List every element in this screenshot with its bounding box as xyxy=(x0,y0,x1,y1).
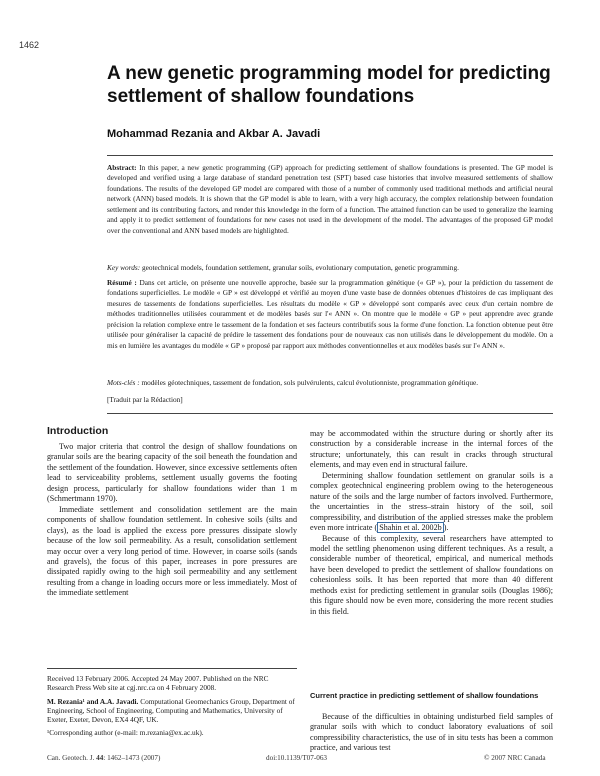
authors: Mohammad Rezania and Akbar A. Javadi xyxy=(107,128,321,140)
mots-cles-label: Mots-clés : xyxy=(107,378,140,387)
mots-cles-text: modèles géotechniques, tassement de fondation, sols pulvérulents, calcul évolutionniste, programmation génétique. xyxy=(139,378,479,387)
right-column-lower xyxy=(310,712,553,754)
right-column xyxy=(310,429,553,617)
abstract-label: Abstract: xyxy=(107,163,137,172)
keywords xyxy=(107,263,553,273)
right-paragraph-2 xyxy=(310,471,553,534)
abstract-text: In this paper, a new genetic programming (GP) approach for predicting settlement of shallow foundations is presented. The GP model is developed and verified using a large database of standard penetration test (SPT) based case histories that involve measured settlements of shallow foundations. The results of the developed GP model are compared with those of a number of commonly used traditional methods and artificial neural network (ANN) based models. It is shown that the GP model is able to learn, with a very high accuracy, the complex relationship between foundation settlement and its contributing factors, and render this knowledge in the form of a function. The attained function can be used to generalize the learning and apply it to predict settlement of foundations for new cases not used in the development of the model. The advantages of the proposed GP model over the conventional and ANN based models are highlighted. xyxy=(107,163,553,235)
translation-note: [Traduit par la Rédaction] xyxy=(107,395,183,404)
resume-label: Résumé : xyxy=(107,278,137,287)
page-number: 1462 xyxy=(19,40,40,50)
section-divider xyxy=(107,413,553,414)
resume-text: Dans cet article, on présente une nouvelle approche, basée sur la programmation génétique (« GP »), pour la prédiction du tassement de fondations superficielles. Le modèle « GP » est développé et vérifié au moyen d'une vaste base de données obtenues d'histoires de cas impliquant des mesures de tassements de fondations superficielles. Les résultats du modèle « GP » développé sont comparés avec ceux d'un certain nombre de méthodes traditionnelles utilisées couramment et de modèles basés sur l'« ANN ». On montre que le modèle « GP » peut apprendre avec grande précision la relation complexe entre le tassement de la fondation et ses facteurs contributifs sous la forme d'une fonction. La fonction obtenue peut être utilisée pour généraliser la capacité de prédire le tassement des fondations pour de nouveaux cas non utilisés dans le développement du modèle. On a mis en lumière les avantages du modèle « GP » proposé par rapport aux méthodes conventionnelles et aux modèles basés sur l'« ANN ». xyxy=(107,278,553,350)
footer-pages: : 1462–1473 (2007) xyxy=(103,754,161,762)
affiliation xyxy=(47,697,297,725)
mots-cles xyxy=(107,378,553,388)
right-paragraph-2-text: Determining shallow foundation settlement on granular soils is a complex geotechnical engineering problem owing to the heterogeneous nature of the soils and the large number of factors involved. Furthermore, the uncertainties in the stress–strain history of the soil, soil compressibility, and distribution of the applied stresses make the problem even more intricate ( xyxy=(310,470,553,533)
received-box xyxy=(47,668,297,742)
right-paragraph-3: Because of this complexity, several researchers have attempted to model the settling phenomenon using different techniques. As a result, a considerable number of theoretical, empirical, and numerical methods have been developed to predict the settlement of shallow foundations on cohesionless soils. It has been reported that more than 40 different methods exist for predicting settlement in granular soils (Douglas 1986); this figure should now be even more, considering the more recent studies in this field. xyxy=(310,533,553,616)
abstract xyxy=(107,163,553,236)
footer-journal xyxy=(47,754,160,762)
footer-doi[interactable]: doi:10.1139/T07-063 xyxy=(266,754,328,762)
current-practice-heading: Current practice in predicting settlement of shallow foundations xyxy=(310,691,539,700)
top-divider xyxy=(107,155,553,156)
introduction-heading: Introduction xyxy=(47,425,109,437)
resume xyxy=(107,278,553,351)
left-column xyxy=(47,442,297,599)
keywords-text: geotechnical models, foundation settlement, granular soils, evolutionary computation, genetic programming. xyxy=(140,263,459,272)
affiliation-text: Computational Geomechanics Group, Department of Engineering, School of Engineering, Computing and Mathematics, University of Exeter, Exeter, Devon, EX4 4QF, UK. xyxy=(47,696,295,725)
right-paragraph-2-end: ). xyxy=(443,523,449,533)
right-paragraph-1: may be accommodated within the structure during or shortly after its construction by a considerable increase in the internal forces of the structure; unfortunately, this can result in cracks through structural elements, and may even end in structural failure. xyxy=(310,429,553,470)
intro-paragraph-1: Two major criteria that control the design of shallow foundations on granular soils are the bearing capacity of the soil beneath the foundation and the settlement of the foundation. However, since excessive settlements often lead to serviceability problems, settlement usually governs the footing design process, particularly for shallow foundations wider than 1 m (Schmertmann 1970). xyxy=(47,442,297,504)
corresponding-author: ¹Corresponding author (e-mail: m.rezania@ex.ac.uk). xyxy=(47,728,204,738)
right-paragraph-4: Because of the difficulties in obtaining undisturbed field samples of granular soils with which to conduct laboratory evaluations of soil compressibility characteristics, the use of in situ tests has been a common practice, and various test xyxy=(310,712,553,753)
intro-paragraph-2: Immediate settlement and consolidation settlement are the main components of shallow foundation settlement. In cohesive soils (silts and clays), as the load is applied the excess pore pressures dissipate slowly because of the low soil permeability. As a result, consolidation settlement may occur over a very long period of time. However, in coarse soils (sands and gravels), the focus of this paper, increases in pore pressures are dissipated rapidly owing to the high soil permeability and any settlement resulting from a change in loading occurs more or less immediately. Most of the immediate settlement xyxy=(47,504,297,598)
footer-journal-name: Can. Geotech. J. xyxy=(47,754,97,762)
footer-volume: 44 xyxy=(96,754,104,762)
received-dates: Received 13 February 2006. Accepted 24 May 2007. Published on the NRC Research Press Web site at cgj.nrc.ca on 4 February 2008. xyxy=(47,674,269,693)
paper-title: A new genetic programming model for predicting settlement of shallow foundations xyxy=(107,63,551,107)
citation-link[interactable]: Shahin et al. 2002b xyxy=(379,523,442,533)
footer-copyright: © 2007 NRC Canada xyxy=(484,754,546,762)
keywords-label: Key words: xyxy=(107,263,141,272)
affiliation-names: M. Rezania¹ and A.A. Javadi. xyxy=(47,696,139,706)
